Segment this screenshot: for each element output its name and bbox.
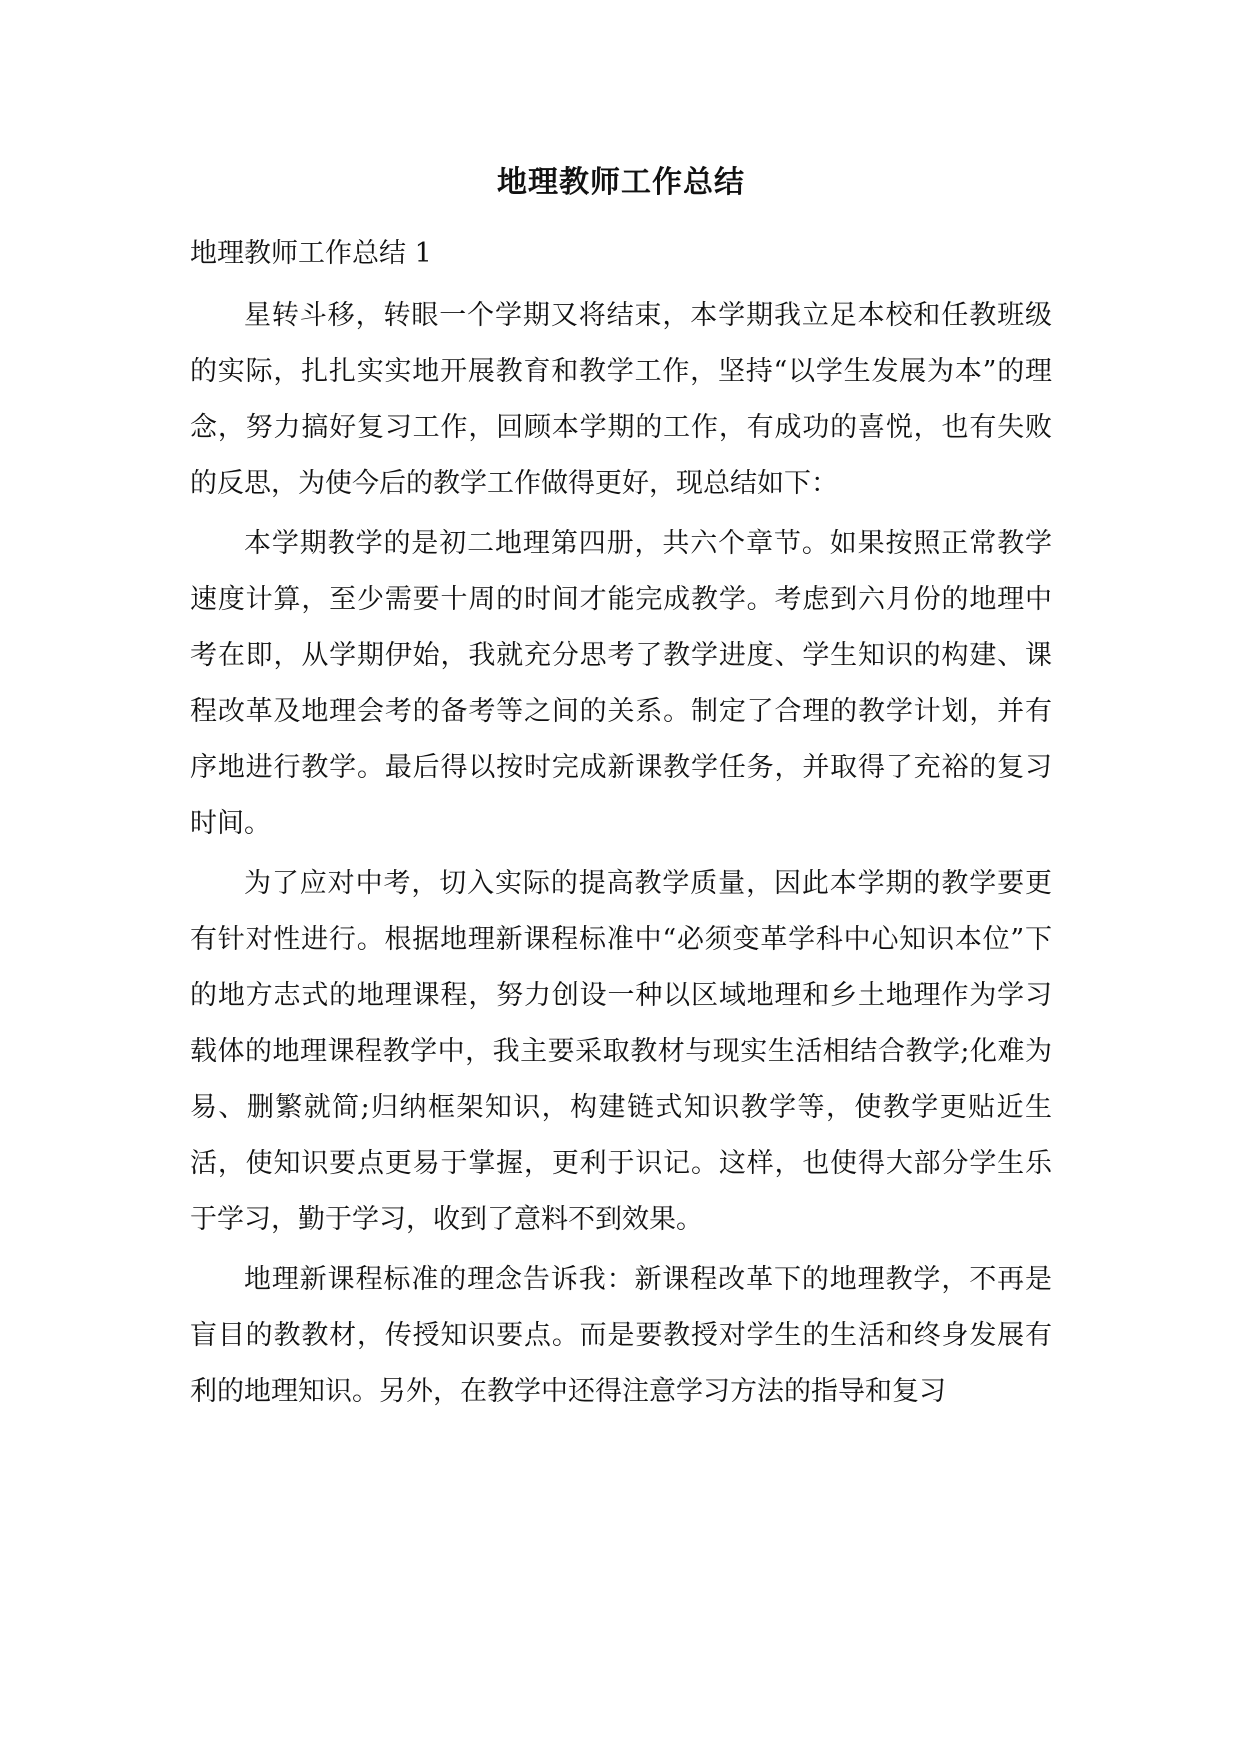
paragraph-3: 为了应对中考，切入实际的提高教学质量，因此本学期的教学要更有针对性进行。根据地理新课程标准中“必须变革学科中心知识本位”下的地方志式的地理课程，努力创设一种以区域地理和乡土地理作为学习载体的地理课程教学中，我主要采取教材与现实生活相结合教学;化难为易、删繁就简;归纳框架知识，构建链式知识教学等，使教学更贴近生活，使知识要点更易于掌握，更利于识记。这样，也使得大部分学生乐于学习，勤于学习，收到了意料不到效果。 (190, 868, 1052, 1235)
document-page (190, 150, 1052, 1424)
paragraph-4: 地理新课程标准的理念告诉我：新课程改革下的地理教学，不再是盲目的教教材，传授知识要点。而是要教授对学生的生活和终身发展有利的地理知识。另外，在教学中还得注意学习方法的指导和复习 (190, 1264, 1052, 1407)
document-title: 地理教师工作总结 (497, 165, 745, 200)
paragraph-1: 星转斗移，转眼一个学期又将结束，本学期我立足本校和任教班级的实际，扎扎实实地开展教育和教学工作，坚持“以学生发展为本”的理念，努力搞好复习工作，回顾本学期的工作，有成功的喜悦，也有失败的反思，为使今后的教学工作做得更好，现总结如下： (190, 300, 1052, 499)
paragraph-2: 本学期教学的是初二地理第四册，共六个章节。如果按照正常教学速度计算，至少需要十周的时间才能完成教学。考虑到六月份的地理中考在即，从学期伊始，我就充分思考了教学进度、学生知识的构建、课程改革及地理会考的备考等之间的关系。制定了合理的教学计划，并有序地进行教学。最后得以按时完成新课教学任务，并取得了充裕的复习时间。 (190, 528, 1052, 839)
section-heading: 地理教师工作总结 1 (190, 238, 432, 269)
